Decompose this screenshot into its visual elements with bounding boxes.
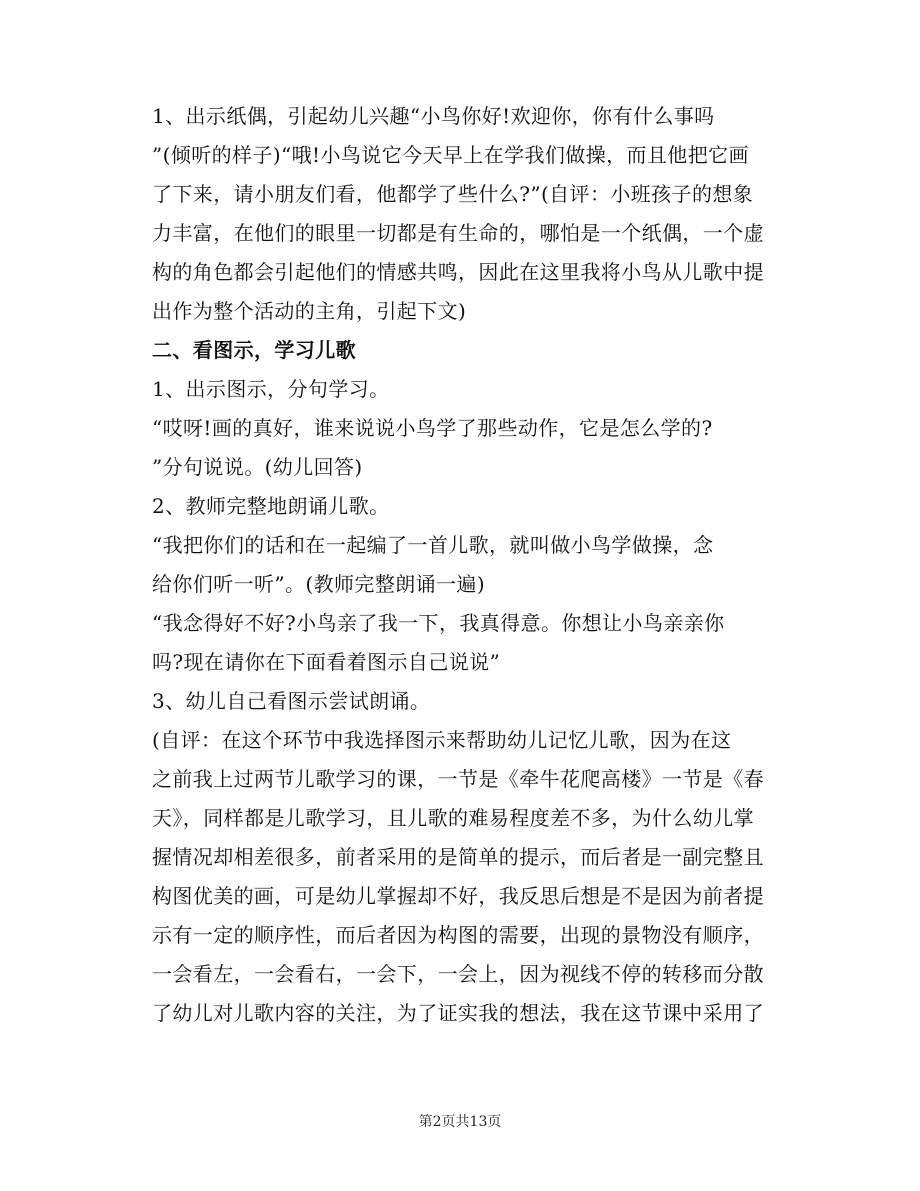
page-number: 第2页共13页 — [418, 1114, 502, 1130]
text-line: “哎呀!画的真好，谁来说说小鸟学了那些动作，它是怎么学的? — [152, 416, 713, 440]
paragraph — [152, 104, 772, 324]
text-line: 力丰富，在他们的眼里一切都是有生命的，哪怕是一个纸偶，一个虚 — [152, 221, 764, 245]
text-line: 构图优美的画，可是幼儿掌握却不好，我反思后想是不是因为前者提 — [152, 884, 764, 908]
text-line: 一会看左，一会看右，一会下，一会上，因为视线不停的转移而分散 — [152, 962, 764, 986]
text-line: 之前我上过两节儿歌学习的课，一节是《牵牛花爬高楼》一节是《春 — [152, 767, 764, 791]
text-line: “我念得好不好?小鸟亲了我一下，我真得意。你想让小鸟亲亲你 — [152, 611, 725, 635]
heading-line: 二、看图示，学习儿歌 — [152, 338, 356, 362]
paragraph — [152, 416, 772, 480]
text-line: ”分句说说。(幼儿回答) — [152, 455, 363, 479]
text-line: ”(倾听的样子)“哦!小鸟说它今天早上在学我们做操，而且他把它画 — [152, 143, 749, 167]
paragraph — [152, 728, 772, 1026]
paragraph — [152, 494, 772, 519]
text-line: “我把你们的话和在一起编了一首儿歌，就叫做小鸟学做操，念 — [152, 533, 714, 557]
text-line: 了下来，请小朋友们看，他都学了些什么?”(自评：小班孩子的想象 — [152, 182, 754, 206]
text-line: 出作为整个活动的主角，引起下文) — [152, 299, 467, 323]
text-line: 示有一定的顺序性，而后者因为构图的需要，出现的景物没有顺序， — [152, 923, 764, 947]
text-line: 1、出示纸偶，引起幼儿兴趣“小鸟你好!欢迎你，你有什么事吗 — [152, 104, 715, 128]
text-line: 握情况却相差很多，前者采用的是简单的提示，而后者是一副完整且 — [152, 845, 764, 869]
page-footer — [0, 1113, 920, 1131]
text-line: (自评：在这个环节中我选择图示来帮助幼儿记忆儿歌，因为在这 — [152, 728, 732, 752]
text-line: 吗?现在请你在下面看着图示自己说说” — [152, 650, 501, 674]
section-heading — [152, 338, 772, 363]
text-line: 了幼儿对儿歌内容的关注，为了证实我的想法，我在这节课中采用了 — [152, 1001, 764, 1025]
paragraph — [152, 377, 772, 402]
text-line: 1、出示图示，分句学习。 — [152, 377, 390, 401]
document-body — [152, 104, 772, 1026]
paragraph — [152, 689, 772, 714]
text-line: 给你们听一听”。(教师完整朗诵一遍) — [152, 572, 486, 596]
paragraph — [152, 611, 772, 675]
text-line: 2、教师完整地朗诵儿歌。 — [152, 494, 390, 518]
text-line: 构的角色都会引起他们的情感共鸣，因此在这里我将小鸟从儿歌中提 — [152, 260, 764, 284]
text-line: 3、幼儿自己看图示尝试朗诵。 — [152, 689, 431, 713]
text-line: 天》，同样都是儿歌学习，且儿歌的难易程度差不多，为什么幼儿掌 — [152, 806, 754, 830]
paragraph — [152, 533, 772, 597]
